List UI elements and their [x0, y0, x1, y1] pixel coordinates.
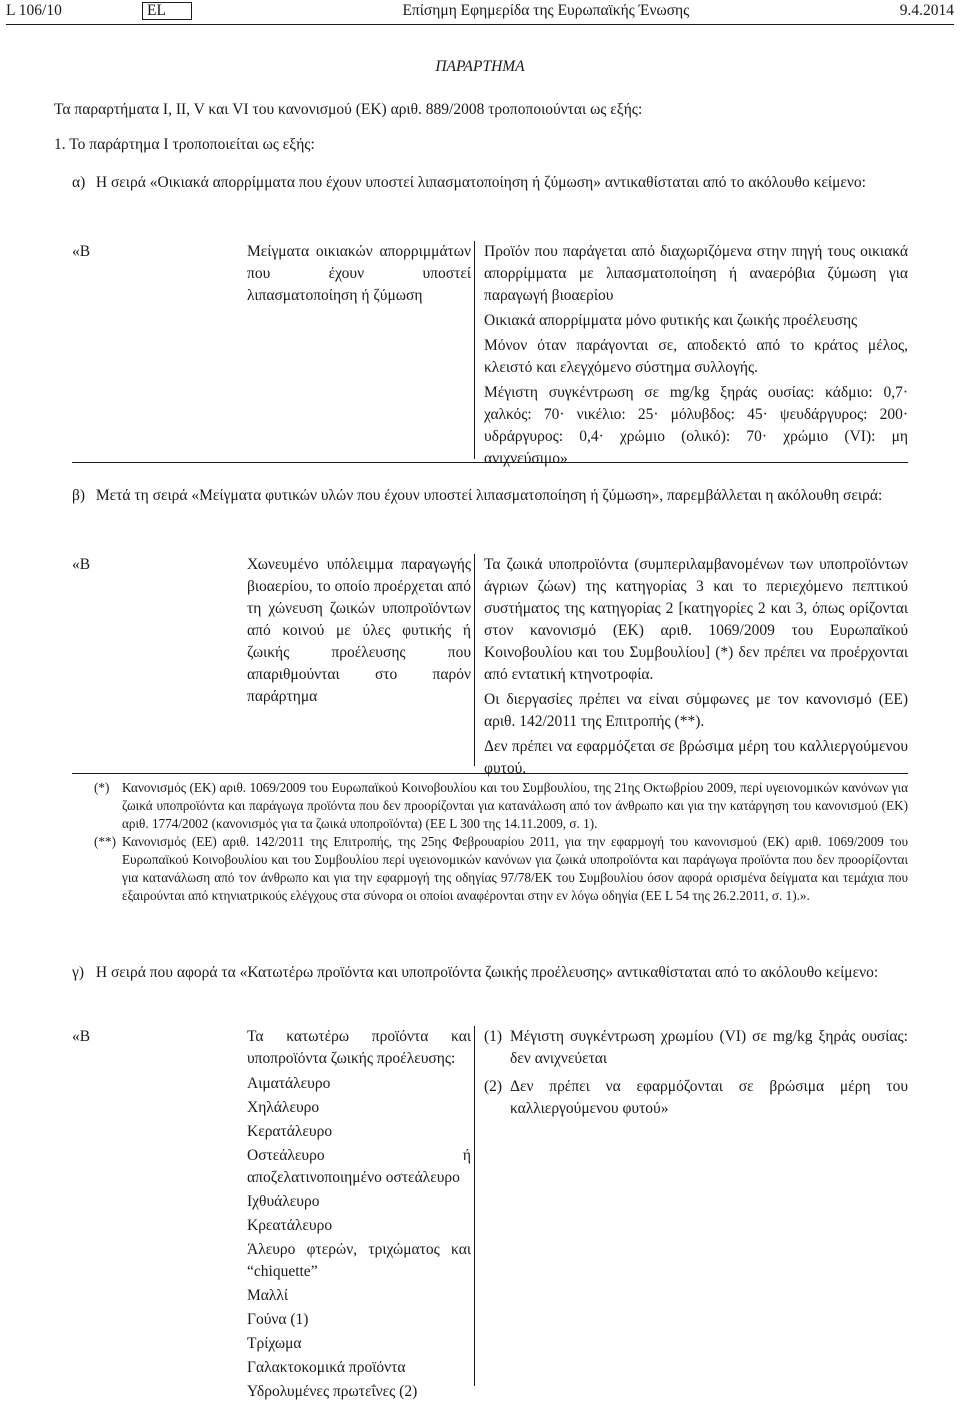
description-line: Προϊόν που παράγεται από διαχωριζόμενα στην πηγή τους οικιακά απορρίμματα με λιπασματοποίηση ή αναερόβια ζύμωση για παραγωγή βιοαερίου	[484, 243, 908, 304]
table-divider	[72, 462, 908, 463]
product-name: Χωνευμένο υπόλειμμα παραγωγής βιοαερίου, το οποίο προέρχεται από τη χώνευση ζωικών υποπροϊόντων από κοινού με ύλες φυτικής ή ζωικής προέλευσης που απαριθμούνται στο παρόν παράρτημα	[247, 556, 471, 705]
item-1-heading: 1. Το παράρτημα I τροποποιείται ως εξής:	[54, 136, 315, 153]
journal-title: Επίσημη Εφημερίδα της Ευρωπαϊκής Ένωσης	[402, 2, 690, 19]
list-item: Αιματάλευρο	[247, 1075, 331, 1092]
description-line: Μόνον όταν παράγονται σε, αποδεκτό από το κράτος μέλος, κλειστό και ελεγχόμενο σύστημα συλλογής.	[484, 337, 908, 376]
annex-title: ΠΑΡΑΡΤΗΜΑ	[435, 58, 525, 75]
list-item: Ιχθυάλευρο	[247, 1193, 320, 1210]
paragraph-c	[72, 962, 908, 984]
list-item: Γαλακτοκομικά προϊόντα	[247, 1359, 406, 1376]
amendment-marker: «B	[72, 243, 91, 260]
product-list-intro: Τα κατωτέρω προϊόντα και υποπροϊόντα ζωικής προέλευσης:	[247, 1028, 471, 1067]
paragraph-c-label: γ)	[72, 964, 85, 981]
note-number: (2)	[484, 1078, 503, 1095]
intro-text: Τα παραρτήματα I, II, V και VI του κανονισμού (ΕΚ) αριθ. 889/2008 τροποποιούνται ως εξής:	[54, 101, 643, 118]
column-divider	[474, 241, 475, 459]
list-item: Οστεάλευρο ή αποζελατινοποιημένο οστεάλευρο	[247, 1147, 471, 1186]
list-item: Άλευρο φτερών, τριχώματος και “chiquette”	[247, 1241, 471, 1280]
footnote	[72, 833, 908, 905]
page-reference: L 106/10	[6, 2, 62, 19]
language-box: EL	[142, 2, 192, 20]
description-line: Οικιακά απορρίμματα μόνο φυτικής και ζωικής προέλευσης	[484, 312, 858, 329]
product-list	[247, 1026, 471, 1405]
description-line: Οι διεργασίες πρέπει να είναι σύμφωνες με τον κανονισμό (ΕΕ) αριθ. 142/2011 της Επιτροπής (**).	[484, 691, 908, 730]
amendment-marker: «B	[72, 556, 91, 573]
page-header	[6, 0, 954, 22]
publication-date: 9.4.2014	[899, 2, 954, 19]
list-item: Υδρολυμένες πρωτεΐνες (2)	[247, 1383, 418, 1400]
footnote-mark: (*)	[94, 780, 110, 795]
product-notes	[484, 1026, 908, 1126]
numbered-note	[484, 1026, 908, 1070]
list-item: Μαλλί	[247, 1287, 289, 1304]
list-item: Κερατάλευρο	[247, 1123, 333, 1140]
list-item: Χηλάλευρο	[247, 1099, 320, 1116]
list-item: Κρεατάλευρο	[247, 1217, 333, 1234]
column-divider	[474, 1026, 475, 1386]
header-rule	[6, 24, 954, 25]
column-divider	[474, 554, 475, 766]
product-name: Μείγματα οικιακών απορριμμάτων που έχουν υποστεί λιπασματοποίηση ή ζύμωση	[247, 243, 471, 304]
footnote-mark: (**)	[94, 834, 116, 849]
amendment-marker: «B	[72, 1028, 91, 1045]
paragraph-a	[72, 172, 908, 194]
paragraph-a-label: α)	[72, 174, 86, 191]
numbered-note	[484, 1076, 908, 1120]
description-line: Δεν πρέπει να εφαρμόζεται σε βρώσιμα μέρη του καλλιεργούμενου φυτού.	[484, 738, 908, 777]
product-description	[484, 554, 908, 783]
paragraph-b-label: β)	[72, 487, 86, 504]
note-number: (1)	[484, 1028, 503, 1045]
paragraph-a-text: Η σειρά «Οικιακά απορρίμματα που έχουν υποστεί λιπασματοποίηση ή ζύμωση» αντικαθίσταται από το ακόλουθο κείμενο:	[95, 174, 866, 191]
footnote-text: Κανονισμός (ΕΕ) αριθ. 142/2011 της Επιτροπής, της 25ης Φεβρουαρίου 2011, για την εφαρμογή του κανονισμού (ΕΚ) αριθ. 1069/2009 του Ευρωπαϊκού Κοινοβουλίου και του Συμβουλίου περί υγειονομικών κανόνων για ζωικά υποπροϊόντα και παράγωγα προϊόντα που δεν προορίζονται για κατανάλωση από τον άνθρωπο και για την εφαρμογή της οδηγίας 97/78/ΕΚ του Συμβουλίου όσον αφορά ορισμένα δείγματα και τεμάχια που εξαιρούνται από κτηνιατρικούς ελέγχους στα σύνορα οι οποίοι αναφέρονται στην εν λόγω οδηγία (ΕΕ L 54 της 26.2.2011, σ. 1).».	[122, 834, 908, 903]
footnote	[72, 779, 908, 833]
description-line: Τα ζωικά υποπροϊόντα (συμπεριλαμβανομένων των υποπροϊόντων άγριων ζώων) της κατηγορίας 3 και το περιεχόμενο πεπτικού συστήματος της κατηγορίας 2 [κατηγορίες 2 και 3, όπως ορίζονται στον κανονισμό (ΕΚ) αριθ. 1069/2009 του Ευρωπαϊκού Κοινοβουλίου και του Συμβουλίου] (*) δεν πρέπει να προέρχονται από εντατική κτηνοτροφία.	[484, 556, 908, 683]
description-line: Μέγιστη συγκέντρωση σε mg/kg ξηράς ουσίας: κάδμιο: 0,7· χαλκός: 70· νικέλιο: 25· μόλυβδος: 45· ψευδάργυρος: 200· υδράργυρος: 0,4· χρώμιο (ολικό): 70· χρώμιο (VI): μη ανιχνεύσιμο»	[484, 384, 908, 467]
paragraph-b	[72, 485, 908, 507]
product-description	[484, 241, 908, 473]
paragraph-c-text: Η σειρά που αφορά τα «Κατωτέρω προϊόντα και υποπροϊόντα ζωικής προέλευσης» αντικαθίσταται από το ακόλουθο κείμενο:	[95, 964, 879, 981]
note-text: Δεν πρέπει να εφαρμόζονται σε βρώσιμα μέρη του καλλιεργούμενου φυτού»	[510, 1078, 908, 1117]
list-item: Γούνα (1)	[247, 1311, 309, 1328]
list-item: Τρίχωμα	[247, 1335, 302, 1352]
note-text: Μέγιστη συγκέντρωση χρωμίου (VI) σε mg/kg ξηράς ουσίας: δεν ανιχνεύεται	[510, 1028, 908, 1067]
table-divider	[72, 773, 908, 774]
footnote-text: Κανονισμός (ΕΚ) αριθ. 1069/2009 του Ευρωπαϊκού Κοινοβουλίου και του Συμβουλίου, της 21ης Οκτωβρίου 2009, περί υγειονομικών κανόνων για ζωικά υποπροϊόντα και παράγωγα προϊόντα που δεν προορίζονται για κατανάλωση από τον άνθρωπο και για την κατάργηση του κανονισμού (ΕΚ) αριθ. 1774/2002 (κανονισμός για τα ζωικά υποπροϊόντα) (ΕΕ L 300 της 14.11.2009, σ. 1).	[122, 780, 908, 831]
paragraph-b-text: Μετά τη σειρά «Μείγματα φυτικών υλών που έχουν υποστεί λιπασματοποίηση ή ζύμωση», παρεμβάλλεται η ακόλουθη σειρά:	[95, 487, 883, 504]
